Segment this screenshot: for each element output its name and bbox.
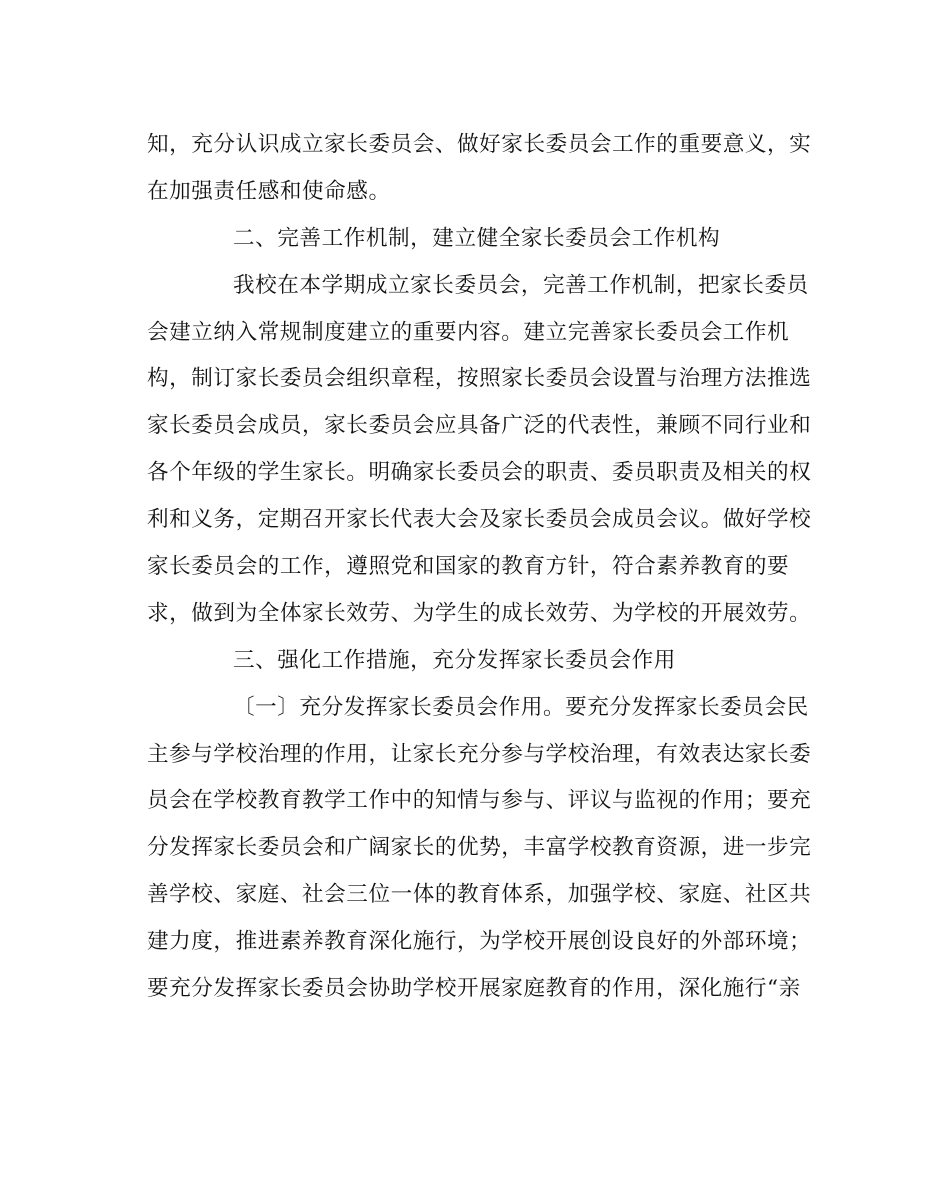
text-line: 要充分发挥家长委员会协助学校开展家庭教育的作用，深化施行“亲 bbox=[147, 976, 801, 1002]
text-line: 会建立纳入常规制度建立的重要内容。建立完善家长委员会工作机 bbox=[147, 319, 790, 345]
text-line: 家长委员会成员，家长委员会应具备广泛的代表性，兼顾不同行业和 bbox=[147, 413, 812, 439]
document-body bbox=[147, 122, 812, 1013]
section-heading: 三、强化工作措施，充分发挥家长委员会作用 bbox=[233, 647, 676, 673]
text-line: 主参与学校治理的作用，让家长充分参与学校治理，有效表达家长委 bbox=[147, 741, 812, 767]
paragraph-start-line: 〔一〕充分发挥家长委员会作用。要充分发挥家长委员会民 bbox=[233, 694, 809, 720]
text-line: 家长委员会的工作，遵照党和国家的教育方针，符合素养教育的要 bbox=[147, 554, 790, 580]
text-line: 求，做到为全体家长效劳、为学生的成长效劳、为学校的开展效劳。 bbox=[147, 600, 812, 626]
text-line: 员会在学校教育教学工作中的知情与参与、评议与监视的作用；要充 bbox=[147, 788, 812, 814]
text-line: 善学校、家庭、社会三位一体的教育体系，加强学校、家庭、社区共 bbox=[147, 882, 812, 908]
text-line: 构，制订家长委员会组织章程，按照家长委员会设置与治理方法推选 bbox=[147, 366, 812, 392]
text-line: 在加强责任感和使命感。 bbox=[147, 178, 391, 204]
paragraph-start-line: 我校在本学期成立家长委员会，完善工作机制，把家长委员 bbox=[233, 272, 809, 298]
text-line: 利和义务，定期召开家长代表大会及家长委员会成员会议。做好学校 bbox=[147, 507, 812, 533]
text-line: 分发挥家长委员会和广阔家长的优势，丰富学校教育资源，进一步完 bbox=[147, 835, 812, 861]
text-line: 建力度，推进素养教育深化施行，为学校开展创设良好的外部环境； bbox=[147, 929, 812, 955]
section-heading: 二、完善工作机制，建立健全家长委员会工作机构 bbox=[233, 225, 721, 251]
text-line: 知，充分认识成立家长委员会、做好家长委员会工作的重要意义，实 bbox=[147, 132, 812, 157]
text-line: 各个年级的学生家长。明确家长委员会的职责、委员职责及相关的权 bbox=[147, 460, 812, 486]
